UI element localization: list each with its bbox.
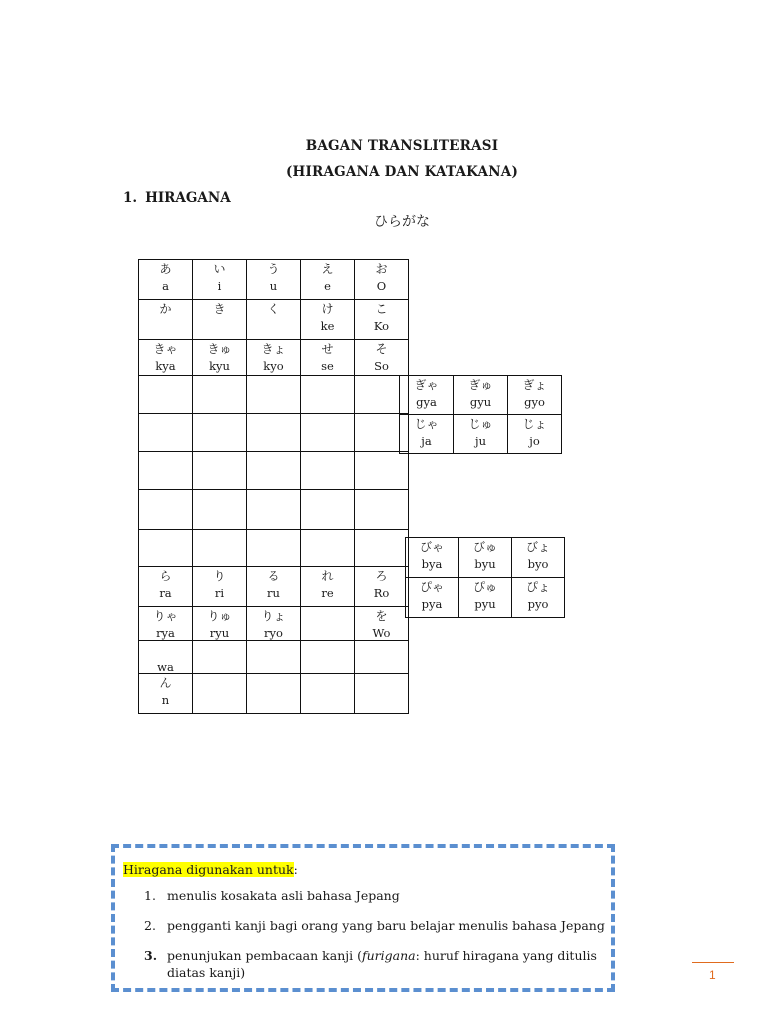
kana-character: びゅ [472,540,497,554]
kana-character: こ [375,302,388,316]
kana-table-row [139,567,409,607]
kana-character [139,376,192,397]
kana-cell [355,567,409,607]
kana-cell [139,607,193,641]
kana-cell [247,607,301,641]
romaji-label: kyu [209,359,230,373]
kana-cell [193,674,247,714]
kana-cell [301,376,355,414]
kana-cell [459,578,512,618]
romaji-label: ryu [209,626,230,640]
kana-table-row [400,376,562,415]
kana-character: ん [159,676,172,690]
kana-character: ぴゅ [472,580,497,594]
section-number: 1. [123,190,138,206]
romaji-label: ja [421,434,432,448]
romaji-label: pya [421,597,443,611]
kana-cell [301,674,355,714]
kana-character [355,530,408,551]
kana-table-row [139,530,409,567]
usage-item-text: menulis kosakata asli bahasa Jepang [167,888,400,903]
kana-cell [193,300,247,340]
kana-cell [247,452,301,490]
kana-cell [512,578,565,618]
kana-cell [139,490,193,530]
kana-cell [355,607,409,641]
kana-cell [139,452,193,490]
kana-cell [454,415,508,454]
kana-character [247,674,300,695]
romaji-label: gya [416,395,437,409]
kana-character [355,452,408,473]
romaji-label: n [161,693,170,707]
kana-character: きゃ [153,342,178,356]
kana-cell [247,260,301,300]
kana-character: ぎゃ [414,378,439,392]
kana-character [301,641,354,662]
kana-cell [247,640,301,674]
romaji-label: ju [475,434,486,448]
kana-cell [355,452,409,490]
kana-cell [301,567,355,607]
kana-table-row [139,674,409,714]
kana-character: ぎゅ [468,378,493,392]
romaji-label: a [162,279,169,293]
kana-character: く [267,302,280,316]
usage-list [115,888,610,995]
kana-cell [247,300,301,340]
kana-cell [193,607,247,641]
kana-cell [454,376,508,415]
usage-item-emphasis: furigana [361,947,416,963]
kana-character: ろ [375,569,388,583]
romaji-label: i [217,279,222,293]
kana-character [355,641,408,662]
document-title: BAGAN TRANSLITERASI [305,138,499,154]
kana-character [193,641,246,662]
kana-character [301,414,354,435]
usage-item-text-tail: : huruf hiragana yang ditulis diatas kanji) [167,947,597,980]
kana-cell [247,414,301,452]
kana-cell [301,340,355,376]
romaji-label: kyo [263,359,284,373]
usage-note-heading-colon: : [293,862,298,877]
kana-table-row [139,452,409,490]
kana-cell [508,415,562,454]
usage-item-number: 1. [144,888,156,903]
romaji-label: ra [159,586,172,600]
section-title: HIRAGANA [145,190,231,206]
kana-table-row [139,376,409,414]
romaji-label: re [321,586,334,600]
romaji-label: u [269,279,278,293]
kana-character: きゅ [207,342,232,356]
kana-cell [247,530,301,567]
kana-cell [139,340,193,376]
kana-character: じゅ [468,417,493,431]
kana-character: びゃ [419,540,444,554]
kana-cell [301,414,355,452]
romaji-label: byo [527,557,549,571]
kana-character [139,414,192,435]
kana-table-row [139,490,409,530]
kana-table-row [139,414,409,452]
kana-character [247,414,300,435]
kana-character: りょ [261,609,286,623]
kana-character: り [213,569,226,583]
section-heading [123,190,231,206]
kana-cell [400,415,454,454]
romaji-label: kya [155,359,176,373]
kana-cell [139,567,193,607]
kana-character [193,490,246,511]
usage-list-item [115,918,610,935]
romaji-label: ryo [264,626,283,640]
romaji-label: rya [156,626,175,640]
document-subtitle: (HIRAGANA DAN KATAKANA) [285,164,519,180]
page-number-rule [692,962,734,963]
kana-character: お [375,262,388,276]
kana-cell [139,260,193,300]
kana-character: え [321,262,334,276]
romaji-label: Ko [373,319,390,333]
kana-character: ら [159,569,172,583]
kana-cell [139,414,193,452]
kana-character [193,452,246,473]
kana-character: じょ [522,417,547,431]
romaji-label: e [324,279,331,293]
usage-item-text: penunjukan pembacaan kanji ( [167,947,362,963]
romaji-label: O [376,279,387,293]
usage-item-text: pengganti kanji bagi orang yang baru belajar menulis bahasa Jepang [167,917,605,933]
kana-character: い [213,262,226,276]
romaji-label: se [321,359,334,373]
romaji-label: Ro [373,586,390,600]
kana-character: あ [159,262,172,276]
romaji-label: jo [529,434,540,448]
kana-cell [193,452,247,490]
romaji-label: ke [320,319,335,333]
kana-character: きょ [261,342,286,356]
kana-cell [301,300,355,340]
kana-cell [508,376,562,415]
kana-character [247,376,300,397]
kana-cell [193,414,247,452]
romaji-label: bya [421,557,443,571]
kana-cell [355,640,409,674]
kana-cell [139,530,193,567]
romaji-label: wa [157,659,174,674]
kana-cell [355,674,409,714]
kana-cell [400,376,454,415]
kana-cell [193,640,247,674]
usage-note-heading-text: Hiragana digunakan untuk [123,862,294,877]
kana-character: か [159,302,172,316]
kana-character [355,490,408,511]
kana-cell [301,260,355,300]
kana-cell [247,490,301,530]
romaji-label: byu [474,557,496,571]
kana-cell [301,530,355,567]
kana-character: びょ [525,540,550,554]
kana-character: け [321,302,334,316]
kana-cell [355,260,409,300]
kana-cell [193,530,247,567]
kana-cell [355,300,409,340]
kana-cell [247,567,301,607]
kana-character: りゃ [153,609,178,623]
kana-character: う [267,262,280,276]
kana-character: ぎょ [522,378,547,392]
kana-character [139,452,192,473]
hiragana-main-table [138,259,409,714]
kana-character [193,414,246,435]
hiragana-combo-table-b [405,537,565,618]
kana-character [301,607,354,628]
kana-table-row [139,260,409,300]
kana-character: れ [321,569,334,583]
kana-character [139,490,192,511]
kana-table-row [406,578,565,618]
kana-table-row [139,640,409,674]
kana-character [139,641,192,662]
kana-character: せ [321,342,334,356]
romaji-label: gyu [469,395,492,409]
usage-note-heading [123,862,298,877]
section-subtitle: ひらがな [374,214,430,230]
kana-cell [247,674,301,714]
romaji-label: So [374,359,389,373]
romaji-label: pyu [474,597,496,611]
kana-table-row [139,300,409,340]
kana-cell [355,530,409,567]
kana-table-row [139,607,409,641]
kana-cell [406,538,459,578]
kana-character [247,641,300,662]
kana-character [301,490,354,511]
kana-cell [139,674,193,714]
kana-cell [193,376,247,414]
romaji-label: ri [214,586,225,600]
kana-character: き [213,302,226,316]
kana-character [301,376,354,397]
kana-character [247,530,300,551]
kana-cell [193,490,247,530]
kana-character: そ [375,342,388,356]
kana-table-row [406,538,565,578]
kana-table-row [139,340,409,376]
usage-item-number: 3. [144,947,158,963]
kana-cell [139,300,193,340]
kana-cell [512,538,565,578]
hiragana-combo-table-g [399,375,562,454]
romaji-label: ru [267,586,280,600]
romaji-label: gyo [524,395,545,409]
kana-cell [459,538,512,578]
kana-character [139,530,192,551]
kana-character: る [267,569,280,583]
kana-cell [301,490,355,530]
kana-cell [139,640,193,674]
kana-cell [139,376,193,414]
romaji-label: Wo [372,626,391,640]
kana-table-row [400,415,562,454]
page-number: 1 [709,968,716,982]
kana-character [301,452,354,473]
kana-character [193,530,246,551]
kana-cell [193,260,247,300]
kana-cell [301,607,355,641]
kana-character: ぴゃ [419,580,444,594]
kana-cell [301,640,355,674]
kana-character [193,674,246,695]
kana-character: を [375,609,388,623]
romaji-label: pyo [527,597,549,611]
kana-cell [193,567,247,607]
kana-character: りゅ [207,609,232,623]
kana-cell [301,452,355,490]
usage-list-item [115,888,610,905]
usage-note-box [111,844,615,992]
kana-cell [247,376,301,414]
kana-character [355,674,408,695]
kana-character [301,530,354,551]
usage-list-item [115,948,610,982]
kana-character: じゃ [414,417,439,431]
kana-character [301,674,354,695]
kana-cell [193,340,247,376]
kana-cell [355,340,409,376]
kana-cell [406,578,459,618]
kana-character: ぴょ [525,580,550,594]
kana-character [247,452,300,473]
usage-item-number: 2. [144,917,156,933]
kana-cell [355,490,409,530]
kana-character [193,376,246,397]
kana-character [247,490,300,511]
kana-cell [247,340,301,376]
